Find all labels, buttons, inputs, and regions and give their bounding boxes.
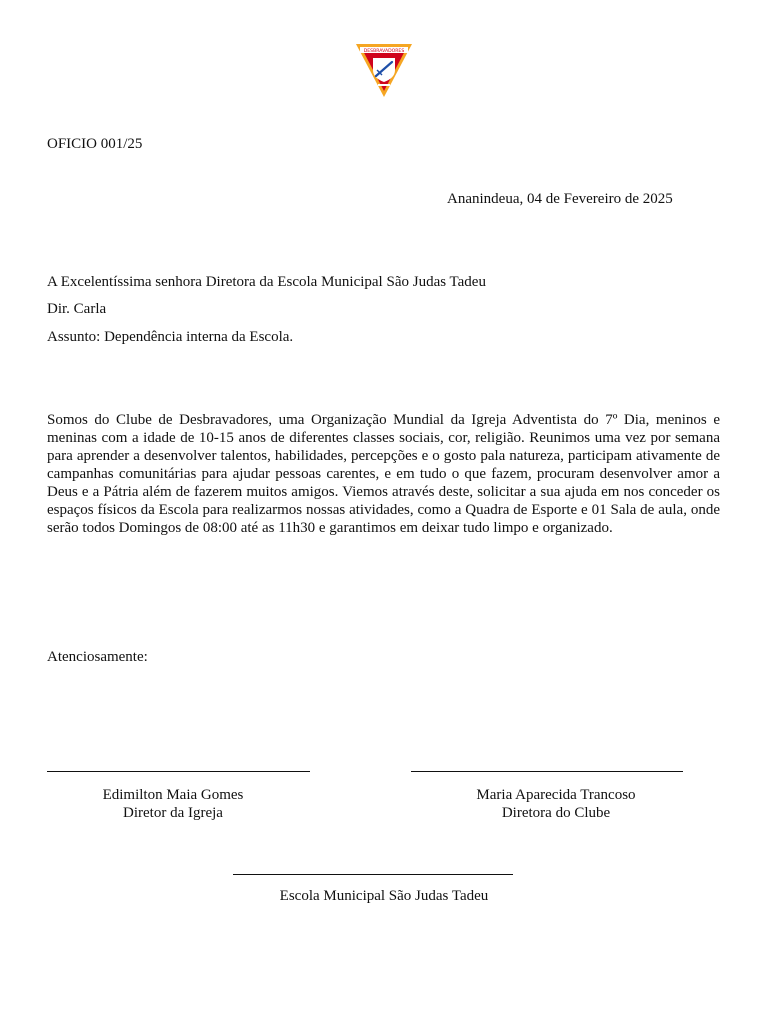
logo-footer [378,84,390,86]
pathfinders-logo [355,42,413,98]
closing: Atenciosamente: [47,649,148,665]
signature-line-right [411,771,683,772]
signature-line-left [47,771,310,772]
subject: Assunto: Dependência interna da Escola. [47,329,294,345]
director-name: Dir. Carla [47,301,107,317]
signature-left-role: Diretor da Igreja [123,805,223,821]
logo-banner-text: DESBRAVADORES [363,49,405,54]
office-number: OFICIO 001/25 [47,136,143,152]
place-date: Ananindeua, 04 de Fevereiro de 2025 [447,191,673,207]
signature-left-name: Edimilton Maia Gomes [102,787,244,803]
signature-right-role: Diretora do Clube [501,805,611,821]
addressee: A Excelentíssima senhora Diretora da Escola Municipal São Judas Tadeu [47,274,486,290]
signature-line-bottom [233,874,513,875]
signature-right-name: Maria Aparecida Trancoso [476,787,636,803]
body-paragraph: Somos do Clube de Desbravadores, uma Organização Mundial da Igreja Adventista do 7º Dia, meninos e meninas com a idade de 10-15 anos de diferentes classes sociais, cor, religião. Reunimos uma vez por semana para aprender a desenvolver talentos, habilidades, percepções e o gosto pala natureza, participam ativamente de campanhas comunitárias para ajudar pessoas carentes, e em tudo o que fazem, procuram desenvolver amor a Deus e a Pátria além de fazerem muitos amigos. Viemos através deste, solicitar a sua ajuda em nos conceder os espaços físicos da Escola para realizarmos nossas atividades, como a Quadra de Esporte e 01 Sala de aula, onde serão todos Domingos de 08:00 até as 11h30 e garantimos em deixar tudo limpo e organizado. [47,412,720,536]
signature-bottom-name: Escola Municipal São Judas Tadeu [279,888,489,904]
